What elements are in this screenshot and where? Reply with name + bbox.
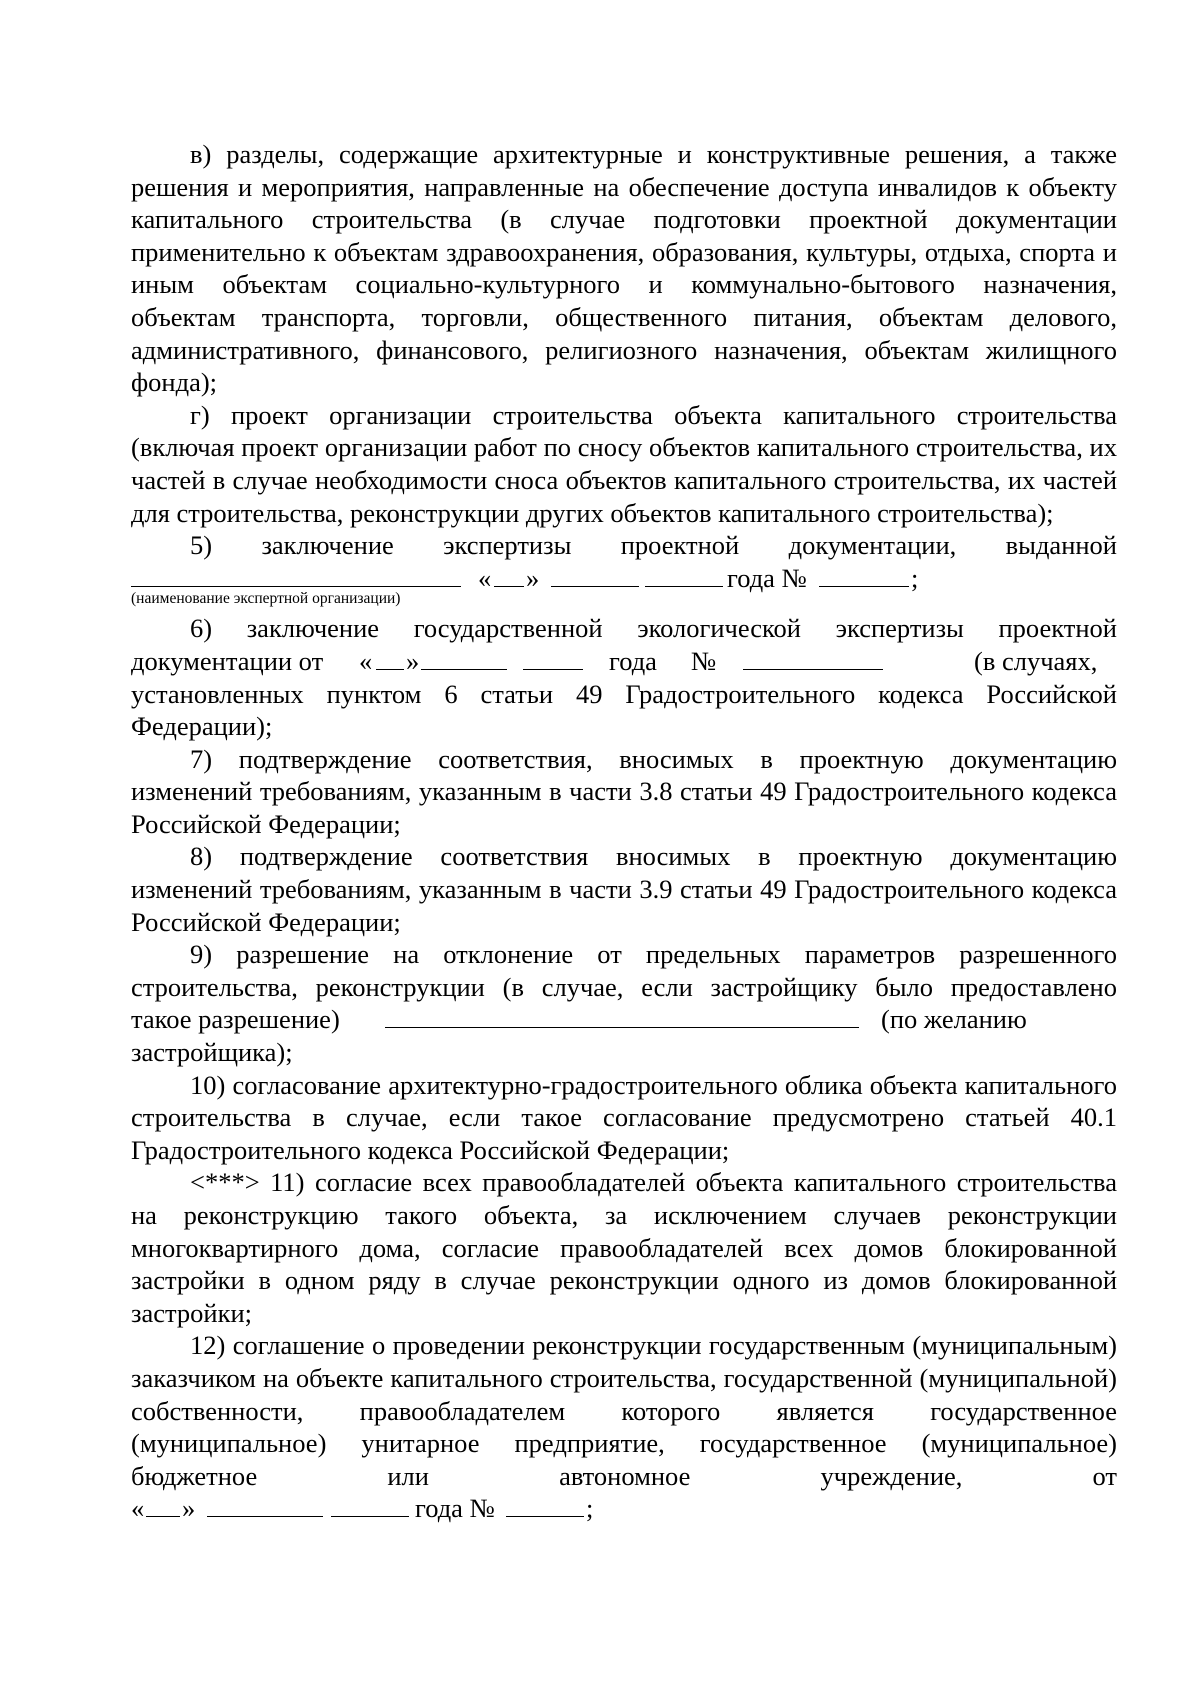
item-8: 8) подтверждение соответствия вносимых в проектную документацию изменений требованиям, указанным в части 3.9 статьи 49 Градостроительного кодекса Российской Федерации; bbox=[131, 841, 1117, 937]
number-blank bbox=[819, 562, 909, 587]
paragraph-g: г) проект организации строительства объекта капитального строительства (включая проект организации работ по сносу объектов капитального строительства, их частей в случае необходимости сноса объектов капитального строительства, их частей для строительства, реконструкции других объектов капитального строительства); bbox=[131, 399, 1117, 528]
item-12-date-line bbox=[131, 1492, 1117, 1525]
by-wish-label: (по желанию bbox=[881, 1004, 1027, 1035]
item-5 bbox=[131, 529, 1117, 609]
item-9-start: 9) разрешение на отклонение от предельных параметров разрешенного строительства, реконструкции (в случае, если застройщику было предоставлено bbox=[131, 939, 1117, 1002]
month-blank bbox=[421, 645, 507, 670]
item-5-line1: 5) заключение экспертизы проектной документации, выданной bbox=[190, 530, 1117, 561]
line-end: ; bbox=[586, 1493, 594, 1524]
doc-from-label: документации от bbox=[131, 645, 324, 676]
day-blank bbox=[376, 645, 404, 670]
item-12 bbox=[131, 1329, 1117, 1525]
paragraph-v: в) разделы, содержащие архитектурные и конструктивные решения, а также решения и мероприятия, направленные на обеспечение доступа инвалидов к объекту капитального строительства (в случае подготовки проектной документации применительно к объектам здравоохранения, образования, культуры, отдыха, спорта и иным объектам социально-культурного и коммунально-бытового назначения, объектам транспорта, торговли, общественного питания, объектам делового, административного, финансового, религиозного назначения, объектам жилищного фонда); bbox=[131, 139, 1117, 398]
item-10: 10) согласование архитектурно-градостроительного облика объекта капитального строительства в случае, если такое согласование предусмотрено статьей 40.1 Градостроительного кодекса Российской Федерации; bbox=[131, 1069, 1117, 1165]
permit-blank bbox=[385, 1003, 859, 1028]
year-blank bbox=[645, 562, 723, 587]
open-quote: « bbox=[131, 1493, 145, 1524]
such-permit-label: такое разрешение) bbox=[131, 1004, 340, 1035]
expert-org-blank bbox=[131, 562, 461, 587]
day-blank bbox=[494, 562, 524, 587]
item-9 bbox=[131, 938, 1117, 1068]
close-quote: » bbox=[526, 562, 540, 593]
month-blank bbox=[207, 1492, 323, 1517]
year-no-label: года № bbox=[727, 562, 807, 593]
number-blank bbox=[743, 645, 883, 670]
item-6-line1: 6) заключение государственной экологической экспертизы проектной bbox=[190, 613, 1117, 644]
item-5-line2 bbox=[131, 562, 1117, 595]
item-9-permit-line bbox=[131, 1003, 1117, 1036]
line-end: ; bbox=[911, 562, 919, 593]
expert-org-caption: (наименование экспертной организации) bbox=[131, 590, 401, 608]
item-9-end: застройщика); bbox=[131, 1037, 293, 1068]
item-7: 7) подтверждение соответствия, вносимых в проектную документацию изменений требованиям, указанным в части 3.8 статьи 49 Градостроительного кодекса Российской Федерации; bbox=[131, 743, 1117, 839]
year-no-label: года № bbox=[415, 1493, 495, 1524]
year-blank bbox=[523, 645, 583, 670]
open-quote: « bbox=[359, 645, 373, 676]
year-label: года bbox=[609, 645, 657, 676]
item-6-line2 bbox=[131, 645, 1117, 678]
number-blank bbox=[506, 1492, 584, 1517]
open-quote: « bbox=[478, 562, 492, 593]
item-6 bbox=[131, 612, 1117, 742]
item-12-start: 12) соглашение о проведении реконструкции государственным (муниципальным) заказчиком на объекте капитального строительства, государственной (муниципальной) собственности, правообладателем которого является государственное (муниципальное) унитарное предприятие, государственное (муниципальное) бюджетное или автономное учреждение, от bbox=[131, 1330, 1117, 1491]
document-body bbox=[131, 138, 1117, 1525]
cases-label: (в случаях, bbox=[974, 645, 1098, 676]
day-blank bbox=[146, 1492, 180, 1517]
month-blank bbox=[551, 562, 639, 587]
number-label: № bbox=[691, 645, 717, 676]
item-11: <***> 11) согласие всех правообладателей объекта капитального строительства на реконструкцию такого объекта, за исключением случаев реконструкции многоквартирного дома, согласие правообладателей всех домов блокированной застройки в одном ряду в случае реконструкции одного из домов блокированной застройки; bbox=[131, 1167, 1117, 1328]
year-blank bbox=[331, 1492, 409, 1517]
close-quote: » bbox=[182, 1493, 196, 1524]
close-quote: » bbox=[406, 645, 420, 676]
item-6-rest: установленных пунктом 6 статьи 49 Градостроительного кодекса Российской Федерации); bbox=[131, 678, 1117, 742]
